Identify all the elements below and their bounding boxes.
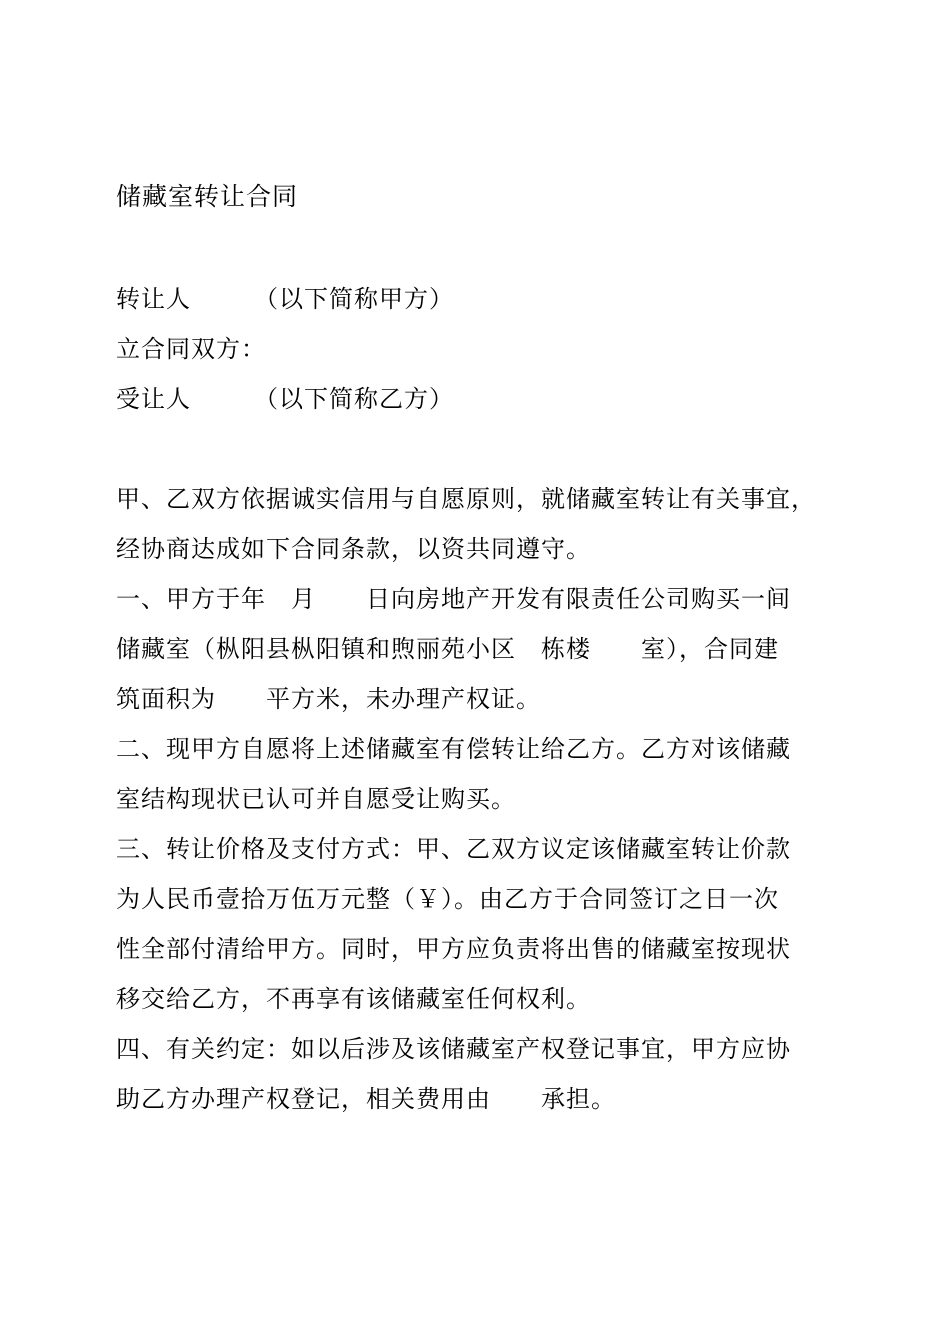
clause-2-line: 室结构现状已认可并自愿受让购买。: [116, 785, 516, 813]
clause-3-line: 性全部付清给甲方。同时，甲方应负责将出售的储藏室按现状: [116, 935, 791, 963]
clause-1-line: 一、甲方于年 月 日向房地产开发有限责任公司购买一间: [116, 585, 791, 613]
clause-4-line: 助乙方办理产权登记，相关费用由 承担。: [116, 1085, 616, 1113]
clause-2-line: 二、现甲方自愿将上述储藏室有偿转让给乙方。乙方对该储藏: [116, 735, 791, 763]
clause-1-line: 筑面积为 平方米，未办理产权证。: [116, 685, 541, 713]
clause-4-line: 四、有关约定：如以后涉及该储藏室产权登记事宜，甲方应协: [116, 1035, 791, 1063]
contract-parties-label: 立合同双方：: [116, 335, 266, 363]
clause-1-line: 储藏室（枞阳县枞阳镇和煦丽苑小区 栋楼 室），合同建: [116, 635, 779, 663]
body-line: 甲、乙双方依据诚实信用与自愿原则，就储藏室转让有关事宜，: [116, 485, 816, 513]
transferee-line: 受让人 （以下简称乙方）: [116, 385, 454, 413]
clause-3-line: 三、转让价格及支付方式：甲、乙双方议定该储藏室转让价款: [116, 835, 791, 863]
clause-3-line: 移交给乙方，不再享有该储藏室任何权利。: [116, 985, 591, 1013]
clause-3-line: 为人民币壹拾万伍万元整（￥）。由乙方于合同签订之日一次: [116, 885, 779, 913]
document-title: 储藏室转让合同: [116, 182, 299, 211]
transferor-line: 转让人 （以下简称甲方）: [116, 285, 454, 313]
body-line: 经协商达成如下合同条款，以资共同遵守。: [116, 535, 591, 563]
